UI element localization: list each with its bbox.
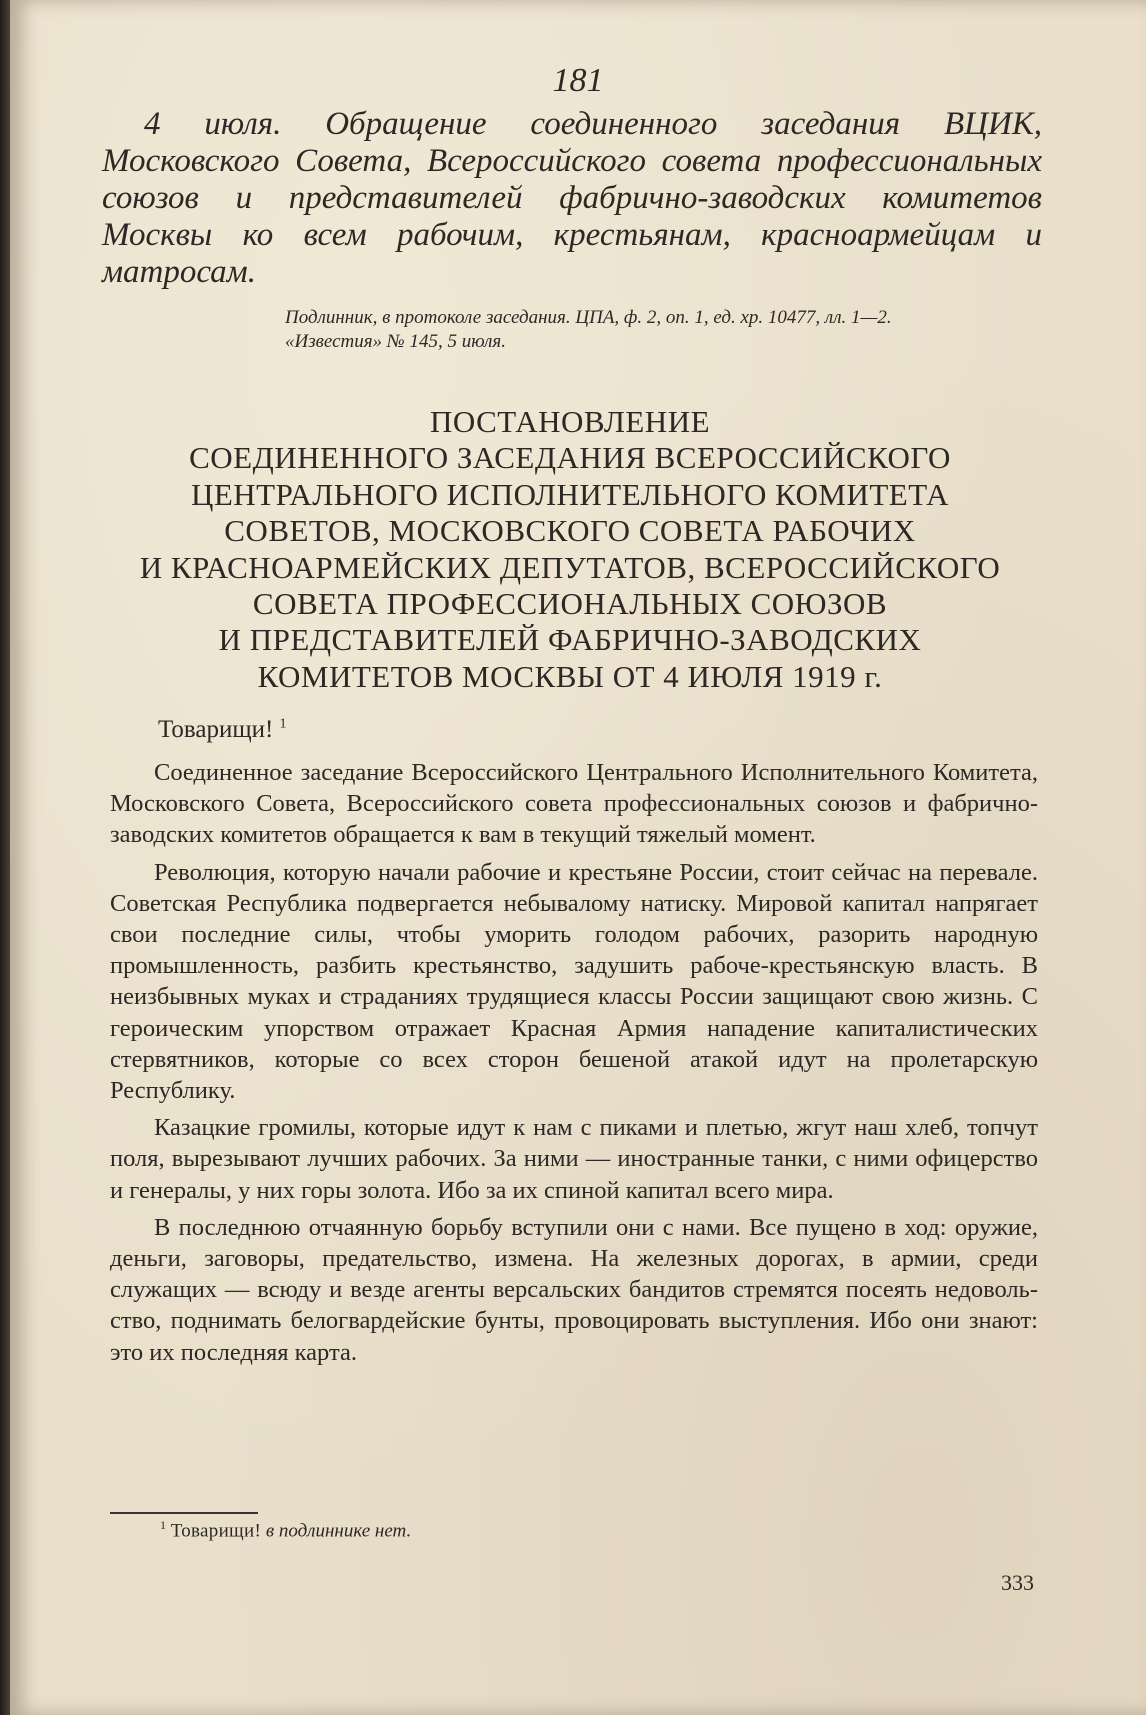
page-number: 333 xyxy=(1001,1570,1034,1595)
document-heading: 4 июля. Обращение соединенного заседания ВЦИК, Московского Совета, Всероссийского совета профессиональных союзов и представителей фабрично-заводских комитетов Москвы ко всем рабочим, крестьянам, красноармейцам и матросам. xyxy=(102,106,1042,290)
title-line: СОЕДИНЕННОГО ЗАСЕДАНИЯ ВСЕРОССИЙСКОГО xyxy=(189,440,951,476)
footnote-mark: 1 xyxy=(160,1518,166,1532)
book-spine-shadow xyxy=(0,0,10,1715)
paragraph: Соединенное заседание Всероссийского Центрального Исполнительного Комитета, Московского Совета, Всероссийского совета профессиональных союзов и фабрично-заводских комитетов обращается к вам в текущий тяжелый момент. xyxy=(110,759,1038,849)
source-archive-line: Подлинник, в протоколе заседания. ЦПА, ф. 2, оп. 1, ед. хр. 10477, лл. 1—2. xyxy=(285,307,892,328)
body-text xyxy=(110,757,1038,1374)
paragraph: Казацкие громилы, которые идут к нам с пиками и плетью, жгут наш хлеб, топчут поля, вырезывают лучших рабочих. За ними — иностранные танки, с ними офицерство и генералы, у них горы золота. Ибо за их спиной капитал всего мира. xyxy=(110,1114,1038,1204)
title-line: СОВЕТА ПРОФЕССИОНАЛЬНЫХ СОЮЗОВ xyxy=(252,586,888,622)
title-line: СОВЕТОВ, МОСКОВСКОГО СОВЕТА РАБОЧИХ xyxy=(224,513,916,549)
greeting-text: Товарищи! xyxy=(158,716,274,743)
source-reference xyxy=(240,306,1040,354)
title-line: ПОСТАНОВЛЕНИЕ xyxy=(429,404,711,439)
paragraph: В последнюю отчаянную борьбу вступили они с нами. Все пущено в ход: оружие, деньги, заговоры, предательство, измена. На железных дорогах, в армии, среди служащих — всюду и везде агенты версальских бандитов стремятся посеять недовольство, поднимать белогвардейские бунты, провоцировать выступления. Ибо они знают: это их последняя карта. xyxy=(110,1213,1038,1366)
document-number: 181 xyxy=(552,62,604,99)
paragraph: Революция, которую начали рабочие и крестьяне России, стоит сейчас на перевале. Советская Республика подвергается небывалому натиску. Мировой капитал напрягает свои последние силы, чтобы уморить голодом рабочих, разорить народную промышленность, разбить крестьянство, задушить рабоче-крестьянскую власть. В неизбывных муках и страданиях трудящиеся классы России защищают свою жизнь. С героическим упорством отражает Красная Армия нападение капиталистических стервятников, которые со всех сторон бешеной атакой идут на пролетарскую Республику. xyxy=(110,858,1038,1105)
source-publication-line: «Известия» № 145, 5 июля. xyxy=(285,331,507,352)
title-line: И КРАСНОАРМЕЙСКИХ ДЕПУТАТОВ, ВСЕРОССИЙСКОГО xyxy=(139,549,1001,585)
resolution-title xyxy=(70,404,1070,695)
footnote-note: в подлиннике нет. xyxy=(265,1520,412,1542)
greeting xyxy=(158,716,287,744)
footnote-divider xyxy=(110,1512,258,1514)
footnote-lead: Товарищи! xyxy=(170,1520,262,1542)
footnote-reference: 1 xyxy=(279,716,287,732)
footnote xyxy=(160,1518,411,1542)
title-line: КОМИТЕТОВ МОСКВЫ ОТ 4 ИЮЛЯ 1919 г. xyxy=(257,658,883,694)
book-page xyxy=(10,0,1146,1715)
title-line: ЦЕНТРАЛЬНОГО ИСПОЛНИТЕЛЬНОГО КОМИТЕТА xyxy=(190,476,950,512)
title-line: И ПРЕДСТАВИТЕЛЕЙ ФАБРИЧНО-ЗАВОДСКИХ xyxy=(218,622,922,658)
